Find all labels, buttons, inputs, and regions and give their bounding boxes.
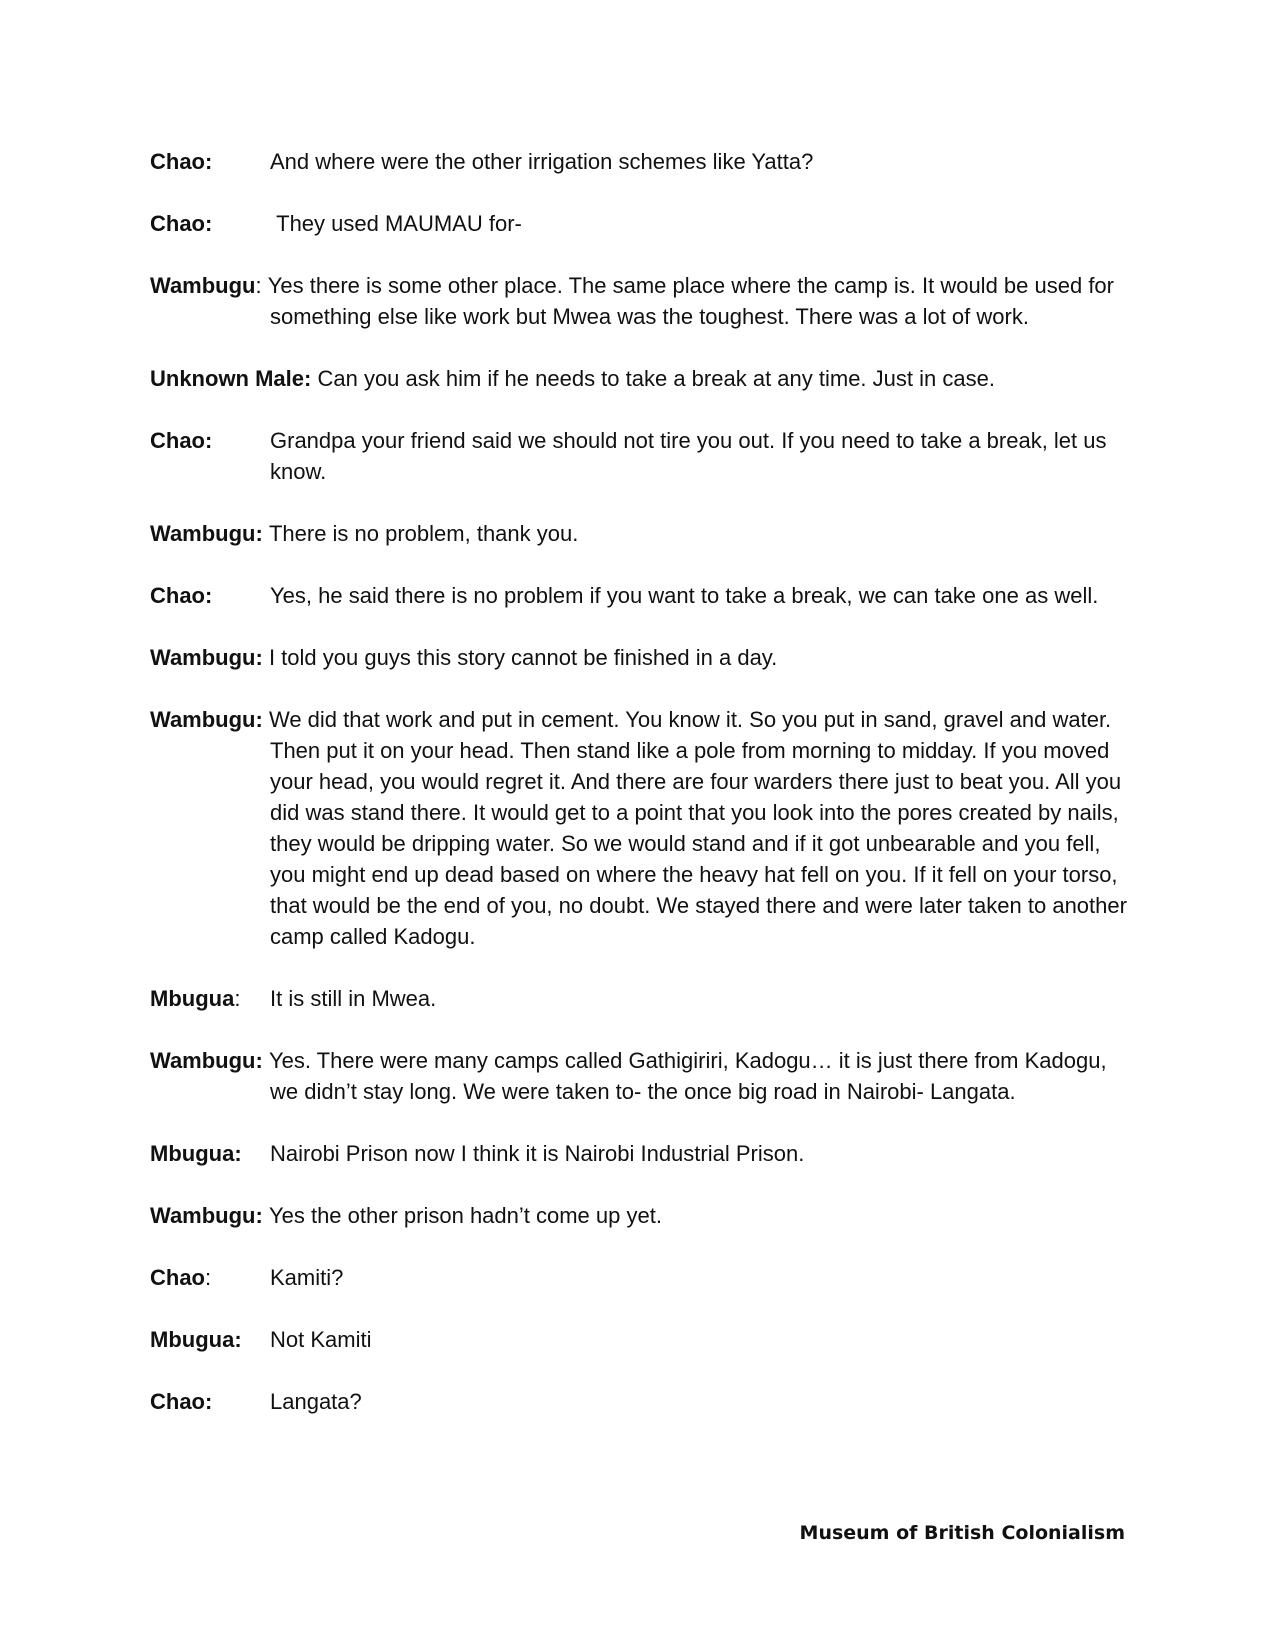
speech-text: Yes, he said there is no problem if you want to take a break, we can take one as well.: [270, 583, 1099, 608]
speaker-label: Mbugua:: [150, 1141, 242, 1166]
speech-text: Nairobi Prison now I think it is Nairobi Industrial Prison.: [270, 1141, 805, 1166]
transcript-entry: [150, 270, 1135, 332]
transcript-entry: [150, 1138, 1135, 1169]
speaker-label: Wambugu:: [150, 707, 263, 732]
transcript-entry: [150, 580, 1135, 611]
speech-text: There is no problem, thank you.: [268, 521, 579, 546]
speaker-label: Wambugu:: [150, 645, 263, 670]
transcript-entry: [150, 518, 1135, 549]
speech-text: Not Kamiti: [270, 1327, 372, 1352]
speech-text: Yes the other prison hadn’t come up yet.: [268, 1203, 662, 1228]
speaker-label: Chao:: [150, 149, 213, 174]
speaker-label: Mbugua:: [150, 986, 241, 1011]
speaker-label: Wambugu:: [150, 1048, 263, 1073]
speech-text: Yes there is some other place. The same place where the camp is. It would be used for something else like work but Mwea was the toughest. There was a lot of work.: [267, 273, 1121, 329]
speech-text: Langata?: [270, 1389, 362, 1414]
transcript-entry: [150, 642, 1135, 673]
speaker-label: Chao:: [150, 583, 213, 608]
speech-text: Kamiti?: [270, 1265, 344, 1290]
speaker-label: Wambugu:: [150, 1203, 263, 1228]
transcript-entry: [150, 1045, 1135, 1107]
speech-text: I told you guys this story cannot be finished in a day.: [268, 645, 778, 670]
speaker-label: Chao:: [150, 1265, 212, 1290]
transcript-entry: [150, 704, 1135, 952]
speaker-label: Chao:: [150, 428, 213, 453]
speech-text: We did that work and put in cement. You know it. So you put in sand, gravel and water. Then put it on your head. Then stand like a pole from morning to midday. If you moved your head, you would regret it. And there are four warders there just to beat you. All you did was stand there. It would get to a point that you look into the pores created by nails, they would be dripping water. So we would stand and if it got unbearable and you fell, you might end up dead based on where the heavy hat fell on you. If it fell on your torso, that would be the end of you, no doubt. We stayed there and were later taken to another camp called Kadogu.: [268, 707, 1134, 949]
transcript-entry: [150, 1386, 1135, 1417]
transcript-entry: [150, 1200, 1135, 1231]
speech-text: They used MAUMAU for-: [270, 211, 522, 236]
speaker-label: Unknown Male:: [150, 366, 312, 391]
speech-text: Grandpa your friend said we should not tire you out. If you need to take a break, let us know.: [270, 428, 1113, 484]
speaker-label: Wambugu:: [150, 273, 262, 298]
transcript-entry: [150, 208, 1135, 239]
transcript-entry: [150, 146, 1135, 177]
transcript-entry: [150, 1324, 1135, 1355]
speaker-label: Wambugu:: [150, 521, 263, 546]
transcript-entry: [150, 1262, 1135, 1293]
page-footer: Museum of British Colonialism: [799, 1522, 1125, 1544]
speaker-label: Chao:: [150, 211, 213, 236]
speech-text: Yes. There were many camps called Gathigiriri, Kadogu… it is just there from Kadogu, we didn’t stay long. We were taken to- the once big road in Nairobi- Langata.: [268, 1048, 1113, 1104]
speaker-label: Mbugua:: [150, 1327, 242, 1352]
transcript: [150, 146, 1135, 1448]
transcript-entry: [150, 363, 1135, 394]
speech-text: It is still in Mwea.: [270, 986, 437, 1011]
transcript-entry: [150, 983, 1135, 1014]
transcript-entry: [150, 425, 1135, 487]
speech-text: Can you ask him if he needs to take a break at any time. Just in case.: [317, 366, 995, 391]
speech-text: And where were the other irrigation schemes like Yatta?: [270, 149, 814, 174]
speaker-label: Chao:: [150, 1389, 213, 1414]
